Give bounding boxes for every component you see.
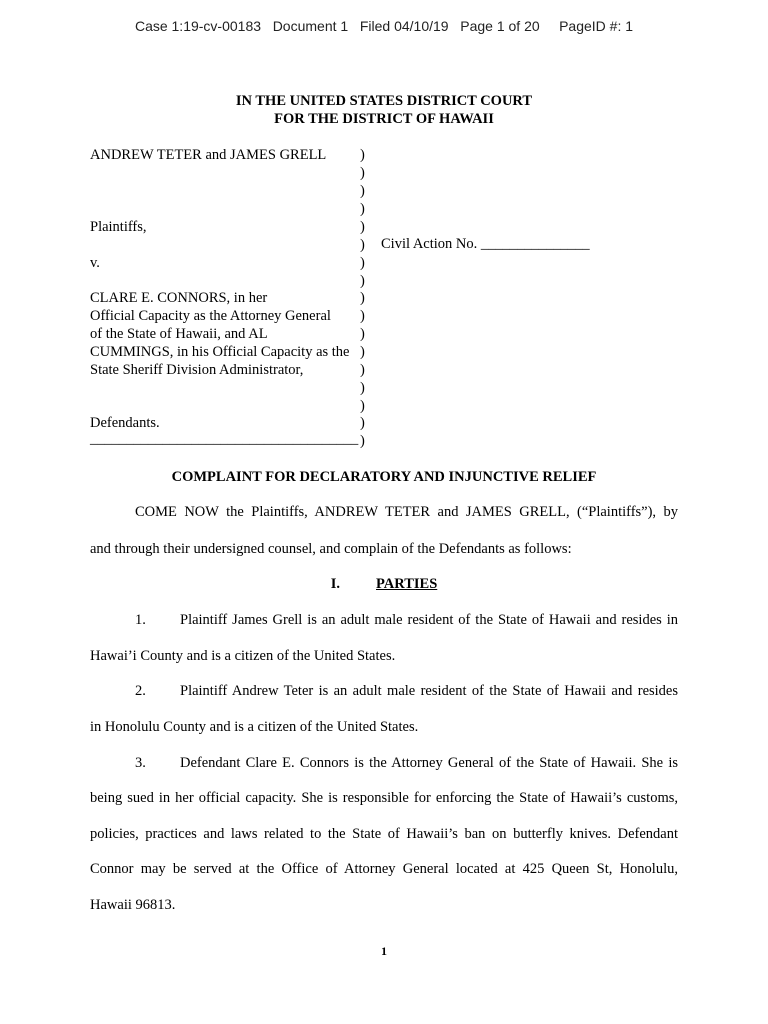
caption-paren: ) — [360, 237, 365, 253]
caption-paren: ) — [360, 290, 365, 306]
paragraph-text: Hawaii 96813. — [90, 897, 176, 913]
caption-defendant-line: of the State of Hawaii, and AL — [90, 326, 268, 342]
caption-plaintiffs-label: Plaintiffs, — [90, 219, 147, 235]
caption-paren: ) — [360, 165, 365, 181]
caption-defendants-label: Defendants. — [90, 415, 160, 431]
caption-paren: ) — [360, 433, 365, 449]
complaint-title: COMPLAINT FOR DECLARATORY AND INJUNCTIVE RELIEF — [171, 469, 597, 485]
section-heading — [0, 576, 768, 593]
caption-defendant-line: CLARE E. CONNORS, in her — [90, 290, 268, 306]
section-number: I. — [330, 576, 340, 592]
paragraph-text: being sued in her official capacity. She is responsible for enforcing the State of Hawaii’s customs, — [90, 790, 678, 806]
caption-paren: ) — [360, 380, 365, 396]
paragraph-text: in Honolulu County and is a citizen of the United States. — [90, 719, 419, 735]
section-title: PARTIES — [376, 576, 438, 592]
caption-defendant-line: Official Capacity as the Attorney General — [90, 308, 331, 324]
case-header-stamp: Case 1:19-cv-00183 Document 1 Filed 04/10/19 Page 1 of 20 PageID #: 1 — [134, 18, 634, 34]
court-name-line2: FOR THE DISTRICT OF HAWAII — [274, 111, 494, 127]
caption-paren: ) — [360, 308, 365, 324]
paragraph-text: Hawai’i County and is a citizen of the United States. — [90, 648, 396, 664]
paragraph-number: 1. — [135, 612, 146, 628]
caption-paren: ) — [360, 201, 365, 217]
caption-defendant-line: CUMMINGS, in his Official Capacity as the — [90, 344, 350, 360]
intro-line: COME NOW the Plaintiffs, ANDREW TETER and JAMES GRELL, (“Plaintiffs”), by — [135, 504, 678, 520]
paragraph-number: 3. — [135, 755, 146, 771]
caption-versus: v. — [90, 255, 100, 271]
paragraph-text: Plaintiff Andrew Teter is an adult male resident of the State of Hawaii and resides — [180, 683, 678, 699]
caption-paren: ) — [360, 398, 365, 414]
caption-paren: ) — [360, 147, 365, 163]
caption-defendant-line: State Sheriff Division Administrator, — [90, 362, 304, 378]
caption-paren: ) — [360, 255, 365, 271]
caption-paren: ) — [360, 326, 365, 342]
numbered-paragraph-first-line — [135, 612, 678, 629]
paragraph-text: Connor may be served at the Office of Attorney General located at 425 Queen St, Honolulu, — [90, 861, 678, 877]
caption-underline-rule: _____________________________________ — [90, 431, 359, 447]
numbered-paragraph-first-line — [135, 755, 678, 772]
caption-paren: ) — [360, 362, 365, 378]
intro-line: and through their undersigned counsel, and complain of the Defendants as follows: — [90, 541, 572, 557]
caption-paren: ) — [360, 344, 365, 360]
paragraph-text: Defendant Clare E. Connors is the Attorney General of the State of Hawaii. She is — [180, 755, 678, 771]
caption-paren: ) — [360, 415, 365, 431]
page-number: 1 — [381, 944, 387, 958]
paragraph-number: 2. — [135, 683, 146, 699]
caption-paren: ) — [360, 183, 365, 199]
paragraph-text: Plaintiff James Grell is an adult male resident of the State of Hawaii and resides in — [180, 612, 678, 628]
caption-paren: ) — [360, 273, 365, 289]
numbered-paragraph-first-line — [135, 683, 678, 700]
court-name-line1: IN THE UNITED STATES DISTRICT COURT — [235, 93, 533, 109]
paragraph-text: policies, practices and laws related to the State of Hawaii’s ban on butterfly knives. Defendant — [90, 826, 678, 842]
caption-plaintiff-names: ANDREW TETER and JAMES GRELL — [90, 147, 327, 163]
caption-paren: ) — [360, 219, 365, 235]
civil-action-number: Civil Action No. _______________ — [381, 236, 590, 252]
